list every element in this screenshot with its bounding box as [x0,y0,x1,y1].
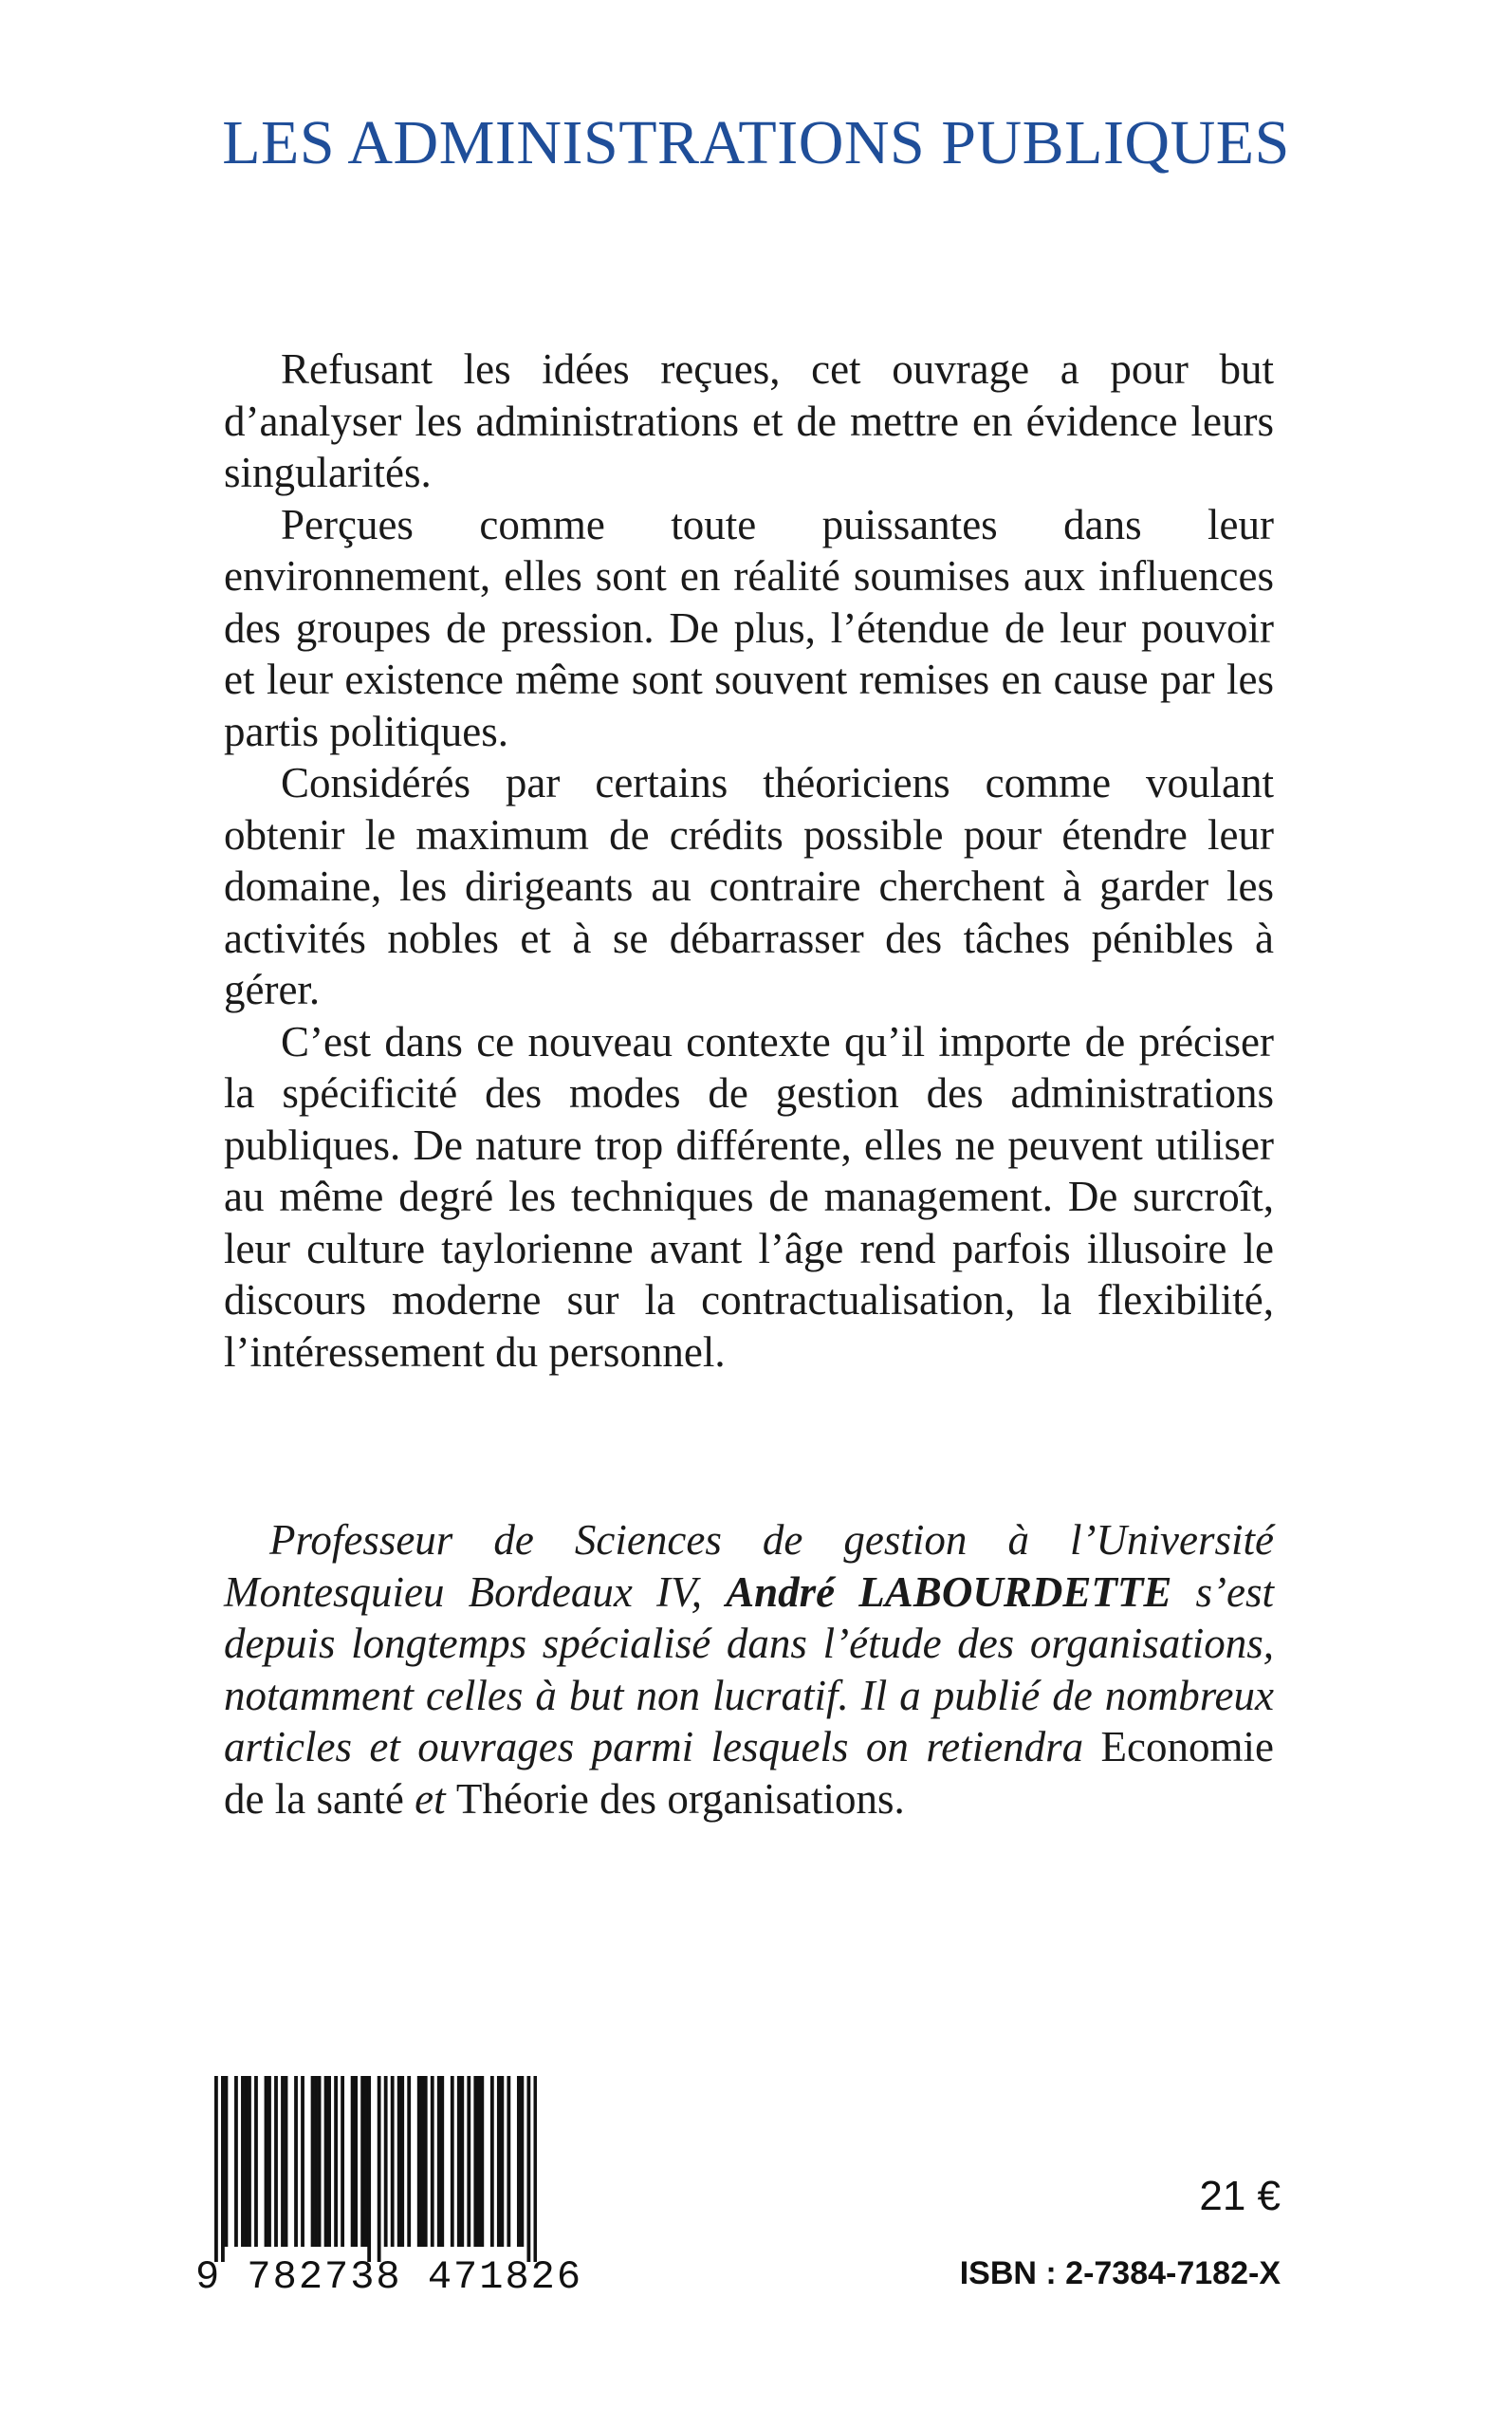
barcode-bar [477,2076,481,2247]
barcode-bar [437,2076,441,2247]
bio-intro: Professeur de Sciences de gestion à l’Université Montesquieu Bordeaux IV, [224,1516,1274,1616]
barcode-bar [451,2076,454,2247]
barcode-bar [364,2076,368,2247]
barcode-bar [420,2076,424,2247]
barcode-digits: 9 782738 471826 [195,2254,583,2300]
barcode-bar [378,2076,381,2262]
bio-end: . [894,1774,905,1823]
barcode-bar [341,2076,344,2247]
barcode-bar [301,2076,304,2247]
barcode-bar [507,2076,510,2247]
bio-connector: et [403,1774,456,1823]
barcode-bar [391,2076,395,2247]
barcode-bar [457,2076,461,2247]
barcode-bar [221,2076,225,2262]
author-name: André LABOURDETTE [726,1567,1172,1616]
barcode-bar [473,2076,477,2247]
barcode-bar [324,2076,328,2247]
barcode-bar [285,2076,288,2247]
book-title: LES ADMINISTRATIONS PUBLIQUES [222,108,1290,177]
summary-paragraph: Refusant les idées reçues, cet ouvrage a pour but d’analyser les administrations et de mettre en évidence leurs singularités. [224,345,1274,496]
barcode-bar [267,2076,271,2247]
barcode-bar [225,2076,229,2247]
barcode-bar [467,2076,470,2247]
bio-details: s’est depuis longtemps spécialisé dans l’étude des organisations, notamment celles à but non lucratif. Il a publié de nombreux articles et ouvrages parmi lesquels on retiendra [224,1567,1274,1770]
barcode-bar [497,2076,501,2247]
barcode-bar [400,2076,404,2247]
barcode-bar [384,2076,388,2247]
barcode-bar [517,2076,521,2247]
barcode-bar [520,2076,524,2247]
barcode-bar [314,2076,318,2247]
barcode-bar [424,2076,428,2247]
barcode-bar [254,2076,258,2247]
barcode-bar [490,2076,494,2247]
barcode-bar [367,2076,371,2262]
isbn-label: ISBN : 2-7384-7182-X [959,2255,1281,2291]
barcode-bar [417,2076,421,2247]
barcode-bar [265,2076,268,2247]
barcode-bar [294,2076,298,2247]
barcode-bar [480,2076,484,2247]
barcode-bar [397,2076,401,2247]
summary-paragraph: Considérés par certains théoriciens comme voulant obtenir le maximum de crédits possible pour étendre leur domaine, les dirigeants au contraire cherchent à garder les activités nobles et à se débarrasser des tâches pénibles à gérer. [224,759,1274,1013]
barcode-bar [440,2076,444,2247]
book-title-2: Théorie des organisations [455,1774,894,1823]
summary-paragraph: Perçues comme toute puissantes dans leur environnement, elles sont en réalité soumises aux influences des groupes de pression. De plus, l’étendue de leur pouvoir et leur existence même sont souvent remises en cause par les partis politiques. [224,500,1274,755]
barcode-bar [274,2076,278,2247]
barcode-bar [281,2076,285,2247]
barcode-bar [407,2076,411,2247]
barcode-bar [533,2076,537,2262]
barcode-bar [311,2076,315,2247]
barcode-bar [334,2076,338,2247]
barcode-bar [327,2076,331,2247]
barcode-bar [354,2076,358,2247]
barcode-bar [318,2076,322,2247]
barcode-bar [360,2076,364,2247]
barcode-bar [526,2076,530,2262]
summary-paragraph: C’est dans ce nouveau contexte qu’il importe de préciser la spécificité des modes de gestion des administrations publiques. De nature trop différente, elles ne peuvent utiliser au même degré les techniques de management. De surcroît, leur culture taylorienne avant l’âge rend parfois illusoire le discours moderne sur la contractualisation, la flexibilité, l’intéressement du personnel. [224,1017,1274,1376]
summary-text [224,343,1274,1378]
barcode-bar [248,2076,251,2247]
barcode-bars [214,2076,537,2262]
barcode-bar [351,2076,355,2247]
barcode-bar [214,2076,218,2262]
barcode [195,2076,583,2300]
barcode-bar [431,2076,434,2247]
author-bio [224,1514,1274,1825]
barcode-bar [500,2076,504,2247]
price-label: 21 € [1199,2173,1281,2219]
barcode-bar [245,2076,249,2247]
barcode-bar [241,2076,245,2247]
barcode-bar [234,2076,238,2247]
book-title-1: Economie de la santé [224,1723,1274,1823]
barcode-bar [460,2076,464,2247]
